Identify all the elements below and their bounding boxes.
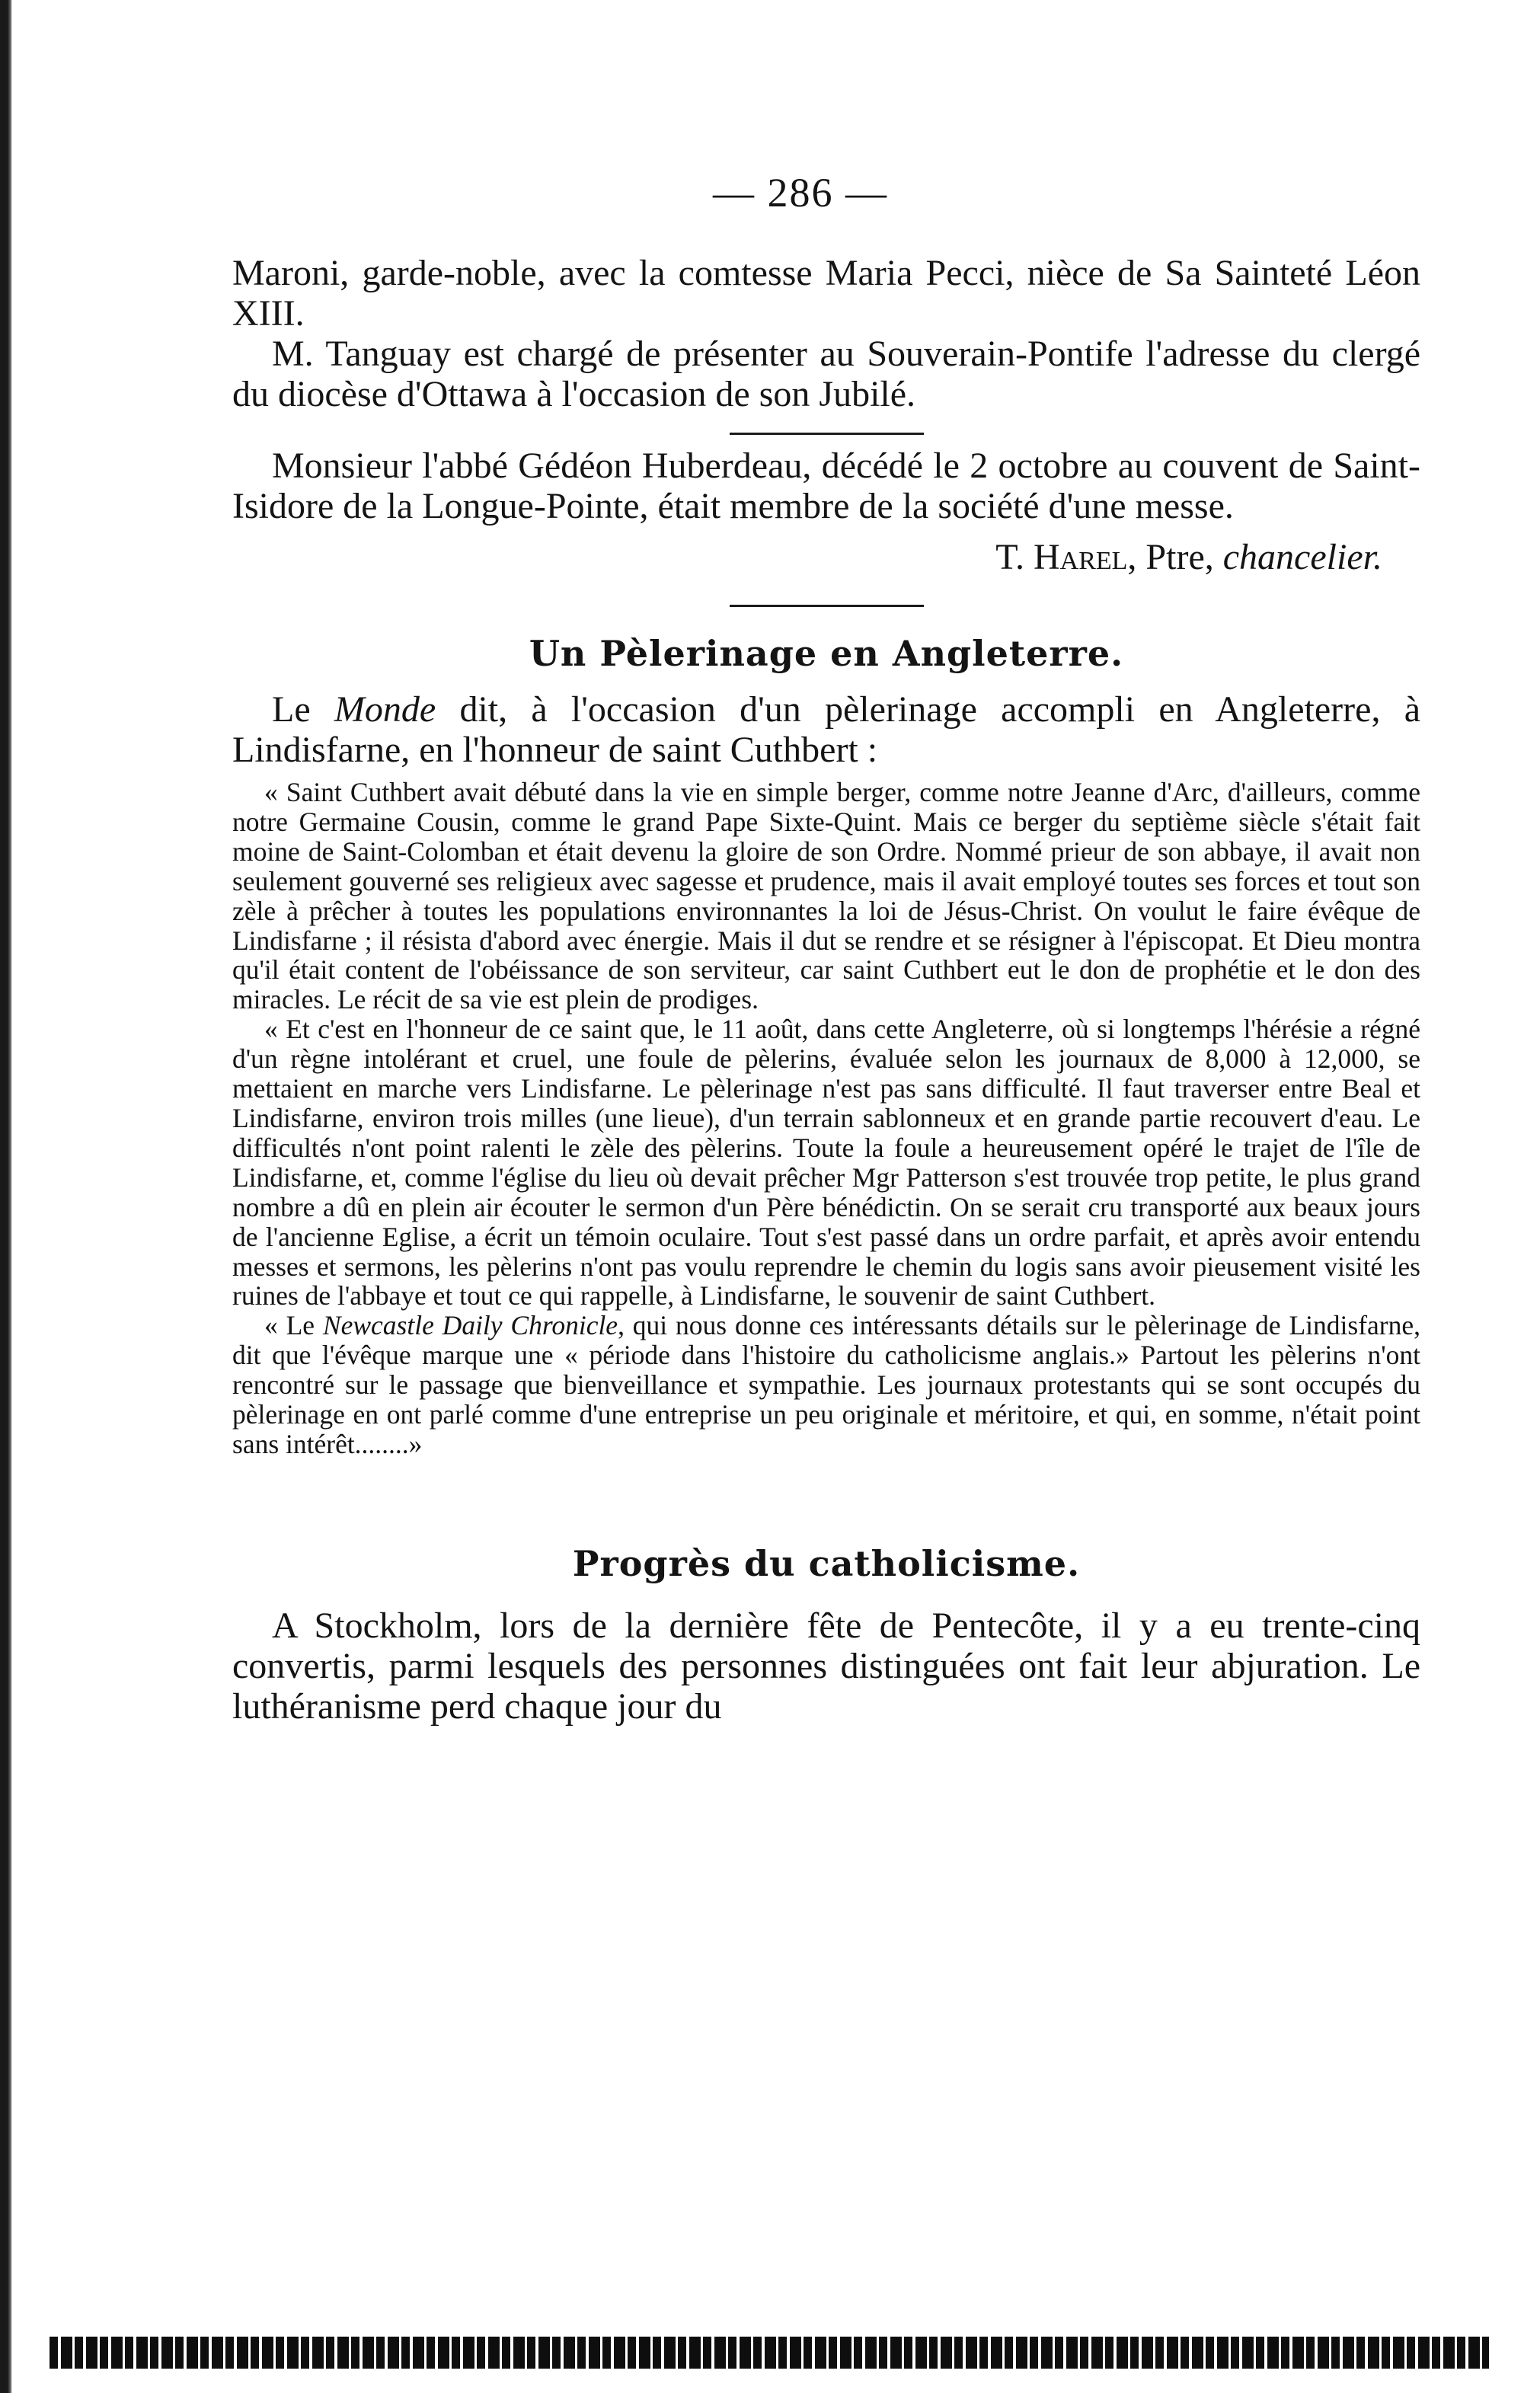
page-edge-shadow xyxy=(0,0,12,2393)
signature-title: , Ptre, xyxy=(1127,537,1223,577)
notice-paragraph: Monsieur l'abbé Gédéon Huberdeau, décédé le 2 octobre au couvent de Saint-Isidore de la Longue-Pointe, était membre de la société d'une messe. xyxy=(232,446,1420,526)
intro-after: dit, à l'occasion d'un pèlerinage accompli en Angleterre, à Lindisfarne, en l'honneur de saint Cuthbert : xyxy=(232,689,1421,770)
quote3-after: , qui nous donne ces intéressants détails sur le pèlerinage de Lindisfarne, dit que l'évêque marque une « période dans l'histoire du catholicisme anglais.» Partout les pèlerins n'ont rencontré sur le passage que bienveillance et sympathie. Les journaux protestants qui se sont occupés du pèlerinage en ont parlé comme d'une entreprise un peu originale et méritoire, et qui, en somme, n'était point sans intérêt........» xyxy=(232,1310,1421,1459)
page-number: — 286 — xyxy=(713,170,888,216)
progress-paragraph: A Stockholm, lors de la dernière fête de Pentecôte, il y a eu trente-cinq convertis, parmi lesquels des personnes distinguées ont fait leur abjuration. Le luthéranisme perd chaque jour du xyxy=(232,1605,1420,1727)
signature-role: chancelier. xyxy=(1222,537,1382,577)
intro-paragraph-1: Maroni, garde-noble, avec la comtesse Maria Pecci, nièce de Sa Sainteté Léon XIII. xyxy=(232,253,1420,334)
pilgrimage-intro xyxy=(232,689,1420,770)
text-column xyxy=(232,253,1420,1727)
section-title-pilgrimage: Un Pèlerinage en Angleterre. xyxy=(529,633,1124,674)
intro-paragraph-2: M. Tanguay est chargé de présenter au Souverain-Pontife l'adresse du clergé du diocèse d'Ottawa à l'occasion de son Jubilé. xyxy=(232,334,1420,414)
signature-initial: T. xyxy=(995,537,1034,577)
newspaper-name-monde: Monde xyxy=(334,689,436,730)
intro-before: Le xyxy=(272,689,334,730)
scan-bottom-band xyxy=(50,2337,1489,2369)
quote3-before: « Le xyxy=(264,1310,323,1341)
newspaper-name-chronicle: Newcastle Daily Chronicle xyxy=(322,1310,618,1341)
signature-name: Harel xyxy=(1033,537,1128,577)
quote-paragraph-3 xyxy=(232,1311,1420,1459)
section-title-progress: Progrès du catholicisme. xyxy=(572,1542,1081,1584)
signature-line xyxy=(232,537,1382,577)
quote-paragraph-2: « Et c'est en l'honneur de ce saint que, le 11 août, dans cette Angleterre, où si longtemps l'hérésie a régné d'un règne intolérant et cruel, une foule de pèlerins, évaluée selon les journaux de 8,000 à 12,000, se mettaient en marche vers Lindisfarne. Le pèlerinage n'est pas sans difficulté. Il faut traverser entre Beal et Lindisfarne, environ trois milles (une lieue), d'un terrain sablonneux et en grande partie recouvert d'eau. Le difficultés n'ont point ralenti le zèle des pèlerins. Toute la foule a heureusement opéré le trajet de l'île de Lindisfarne, et, comme l'église du lieu où devait prêcher Mgr Patterson s'est trouvée trop petite, le plus grand nombre a dû en plein air écouter le sermon d'un Père bénédictin. On se serait cru transporté aux beaux jours de l'ancienne Eglise, a écrit un témoin oculaire. Tout s'est passé dans un ordre parfait, et après avoir entendu messes et sermons, les pèlerins n'ont pas voulu reprendre le chemin du logis sans avoir pieusement visité les ruines de l'abbaye et tout ce qui rappelle, à Lindisfarne, le souvenir de saint Cuthbert. xyxy=(232,1014,1420,1312)
quote-paragraph-1: « Saint Cuthbert avait débuté dans la vie en simple berger, comme notre Jeanne d'Arc, d'ailleurs, comme notre Germaine Cousin, comme le grand Pape Sixte-Quint. Mais ce berger du septième siècle s'était fait moine de Saint-Colomban et était devenu la gloire de son Ordre. Nommé prieur de son abbaye, il avait non seulement gouverné ses religieux avec sagesse et prudence, mais il avait employé toutes ses forces et tout son zèle à prêcher à toutes les populations environnantes la loi de Jésus-Christ. On voulut le faire évêque de Lindisfarne ; il résista d'abord avec énergie. Mais il dut se rendre et se résigner à l'épiscopat. Et Dieu montra qu'il était content de l'obéissance de son serviteur, car saint Cuthbert eut le don de prophétie et le don des miracles. Le récit de sa vie est plein de prodiges. xyxy=(232,777,1420,1015)
